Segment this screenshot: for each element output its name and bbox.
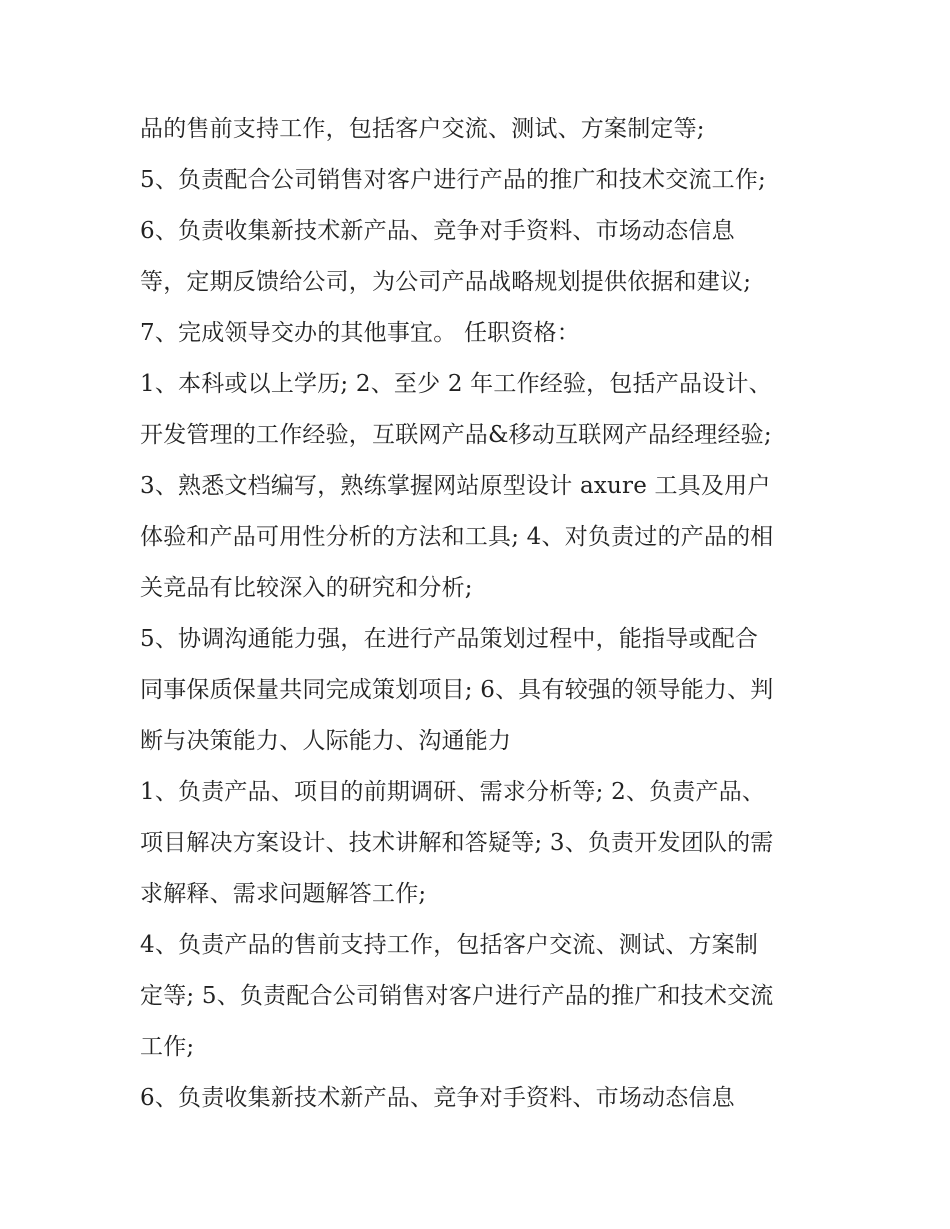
text-line: 工作;: [140, 1034, 195, 1060]
text-line: 1、负责产品、项目的前期调研、需求分析等; 2、负责产品、: [140, 779, 766, 805]
text-line: 定等; 5、负责配合公司销售对客户进行产品的推广和技术交流: [140, 983, 774, 1009]
text-line: 6、负责收集新技术新产品、竞争对手资料、市场动态信息: [140, 218, 735, 244]
text-line: 1、本科或以上学历; 2、至少 2 年工作经验，包括产品设计、: [140, 371, 772, 397]
text-line: 5、负责配合公司销售对客户进行产品的推广和技术交流工作;: [140, 167, 766, 193]
text-line: 4、负责产品的售前支持工作，包括客户交流、测试、方案制: [140, 932, 759, 958]
text-line: 关竞品有比较深入的研究和分析;: [140, 575, 473, 601]
text-line: 7、完成领导交办的其他事宜。 任职资格：: [140, 320, 580, 346]
text-line: 求解释、需求问题解答工作;: [140, 881, 427, 907]
text-line: 体验和产品可用性分析的方法和工具; 4、对负责过的产品的相: [140, 524, 774, 550]
text-line: 开发管理的工作经验，互联网产品&移动互联网产品经理经验;: [140, 422, 772, 448]
text-line: 3、熟悉文档编写，熟练掌握网站原型设计 axure 工具及用户: [140, 473, 771, 499]
text-line: 等，定期反馈给公司，为公司产品战略规划提供依据和建议;: [140, 269, 752, 295]
text-line: 品的售前支持工作，包括客户交流、测试、方案制定等;: [140, 116, 705, 142]
text-line: 5、协调沟通能力强，在进行产品策划过程中，能指导或配合: [140, 626, 759, 652]
text-line: 项目解决方案设计、技术讲解和答疑等; 3、负责开发团队的需: [140, 830, 774, 856]
text-line: 断与决策能力、人际能力、沟通能力: [140, 728, 512, 754]
document-body: [140, 104, 830, 1124]
text-line: 6、负责收集新技术新产品、竞争对手资料、市场动态信息: [140, 1085, 735, 1111]
text-line: 同事保质保量共同完成策划项目; 6、具有较强的领导能力、判: [140, 677, 774, 703]
